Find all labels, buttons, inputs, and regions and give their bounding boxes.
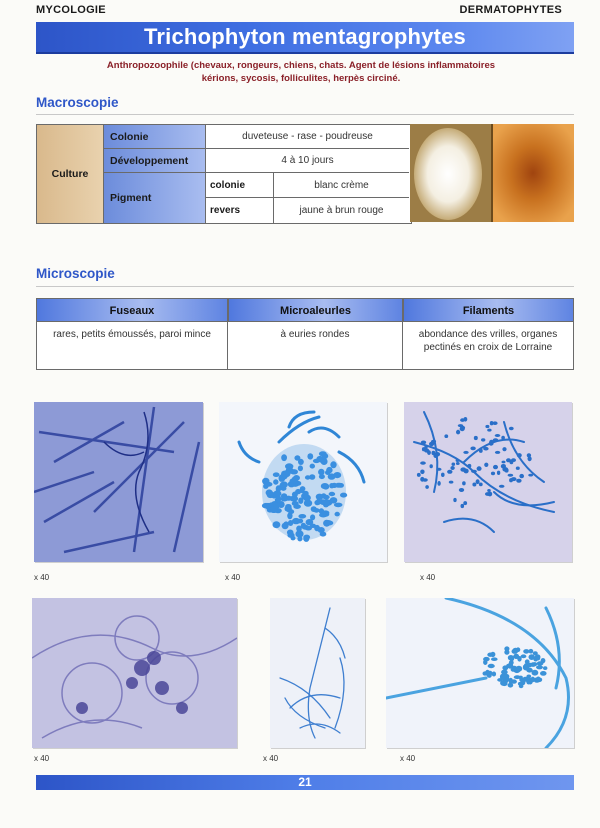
spore bbox=[505, 676, 509, 682]
spore bbox=[481, 438, 485, 441]
spore bbox=[281, 454, 287, 461]
pigment-revers-label: revers bbox=[206, 198, 274, 223]
spore bbox=[463, 501, 467, 505]
spore bbox=[330, 461, 336, 468]
micro-photo-5-graphic bbox=[270, 598, 365, 748]
spore bbox=[488, 664, 495, 668]
spore bbox=[483, 671, 488, 675]
spore bbox=[291, 536, 296, 540]
spore bbox=[460, 467, 466, 471]
spore bbox=[461, 504, 465, 508]
spore bbox=[487, 489, 491, 492]
spore bbox=[470, 447, 475, 451]
spore bbox=[303, 536, 309, 542]
spore bbox=[309, 474, 315, 480]
spore bbox=[528, 474, 533, 477]
spore bbox=[427, 450, 431, 455]
magnification-label: x 40 bbox=[400, 754, 416, 763]
spore bbox=[509, 427, 514, 430]
spore bbox=[316, 499, 321, 505]
spore bbox=[321, 493, 326, 498]
spore bbox=[543, 666, 547, 670]
spore bbox=[501, 464, 506, 469]
spore bbox=[273, 479, 278, 484]
micro-photo-6 bbox=[386, 598, 574, 748]
spore bbox=[340, 493, 347, 498]
spore bbox=[422, 447, 426, 451]
spore bbox=[460, 427, 465, 432]
subtitle bbox=[46, 59, 556, 85]
developpement-value: 4 à 10 jours bbox=[206, 149, 409, 173]
section-divider bbox=[36, 286, 574, 287]
spore bbox=[310, 514, 315, 520]
spore bbox=[474, 436, 478, 440]
micro-photo-4 bbox=[32, 598, 237, 748]
culture-label: Culture bbox=[37, 125, 104, 223]
spore bbox=[322, 453, 328, 459]
spore bbox=[430, 464, 433, 468]
spore bbox=[523, 665, 529, 669]
subtitle-line-1: Anthropozoophile (chevaux, rongeurs, chiens, chats. Agent de lésions inflammatoires bbox=[106, 60, 496, 71]
micro-photo-1-graphic bbox=[34, 402, 203, 562]
spore bbox=[536, 665, 543, 669]
spore bbox=[293, 504, 301, 509]
page-number: 21 bbox=[298, 775, 312, 789]
spore bbox=[330, 497, 338, 503]
spore bbox=[525, 659, 530, 664]
pigment-revers-value: jaune à brun rouge bbox=[299, 205, 384, 216]
spore bbox=[541, 658, 546, 663]
spore bbox=[290, 478, 298, 484]
spore bbox=[441, 473, 445, 477]
spore bbox=[518, 682, 522, 686]
micro-photo-3-graphic bbox=[404, 402, 572, 562]
spore bbox=[508, 474, 514, 477]
spore bbox=[322, 510, 330, 515]
spore bbox=[282, 523, 289, 530]
spore bbox=[536, 677, 540, 682]
magnification-label: x 40 bbox=[225, 573, 241, 582]
spore bbox=[275, 498, 281, 503]
filaments-value: abondance des vrilles, organes pectinés en croix de Lorraine bbox=[403, 322, 574, 370]
spore bbox=[335, 512, 340, 517]
spore bbox=[263, 484, 268, 489]
spore bbox=[452, 463, 456, 466]
spore bbox=[483, 447, 488, 451]
spore bbox=[523, 649, 529, 654]
micro-photo-2 bbox=[219, 402, 387, 562]
spore bbox=[297, 536, 302, 541]
spore bbox=[491, 472, 495, 476]
pigment-label: Pigment bbox=[104, 173, 206, 223]
spore bbox=[326, 467, 332, 473]
spore bbox=[318, 527, 325, 533]
spore bbox=[425, 485, 429, 489]
spore bbox=[502, 461, 506, 464]
spore bbox=[530, 662, 536, 667]
spore bbox=[420, 461, 426, 464]
spore bbox=[512, 649, 517, 654]
spore bbox=[463, 451, 468, 454]
spore bbox=[516, 467, 520, 470]
spore bbox=[422, 478, 427, 481]
title-banner bbox=[36, 22, 574, 54]
spore bbox=[459, 488, 464, 492]
fuseaux-value: rares, petits émoussés, paroi mince bbox=[36, 322, 228, 370]
spore bbox=[283, 470, 291, 475]
spore bbox=[500, 674, 505, 680]
spore bbox=[287, 530, 294, 536]
culture-photo bbox=[410, 124, 574, 222]
spore bbox=[456, 462, 460, 465]
micro-photo-3 bbox=[404, 402, 572, 562]
spore bbox=[273, 521, 281, 528]
spore bbox=[490, 421, 494, 425]
spore bbox=[431, 441, 435, 445]
spore bbox=[497, 471, 500, 475]
subtitle-line-2: kérions, sycosis, folliculites, herpès circiné. bbox=[201, 73, 401, 84]
spore bbox=[508, 655, 514, 660]
spore bbox=[328, 473, 336, 479]
spore bbox=[540, 671, 547, 676]
spore bbox=[334, 503, 343, 508]
spore bbox=[492, 672, 496, 677]
fuseaux-header: Fuseaux bbox=[36, 298, 228, 322]
spore bbox=[437, 481, 440, 486]
pigment-colonie-label: colonie bbox=[206, 173, 274, 198]
spore bbox=[303, 491, 309, 496]
spore bbox=[281, 497, 289, 502]
spore bbox=[449, 481, 454, 484]
spore bbox=[307, 453, 313, 459]
micro-photo-5 bbox=[270, 598, 365, 748]
spore bbox=[514, 675, 521, 679]
spore bbox=[476, 479, 480, 484]
spore bbox=[485, 492, 490, 496]
spore bbox=[531, 677, 535, 683]
micro-photo-2-graphic bbox=[219, 402, 387, 562]
spore bbox=[502, 447, 506, 451]
spore bbox=[522, 677, 529, 682]
spore bbox=[483, 657, 490, 661]
micro-photo-4-graphic bbox=[32, 598, 237, 748]
magnification-label: x 40 bbox=[263, 754, 279, 763]
spore bbox=[527, 453, 531, 457]
spore bbox=[273, 472, 280, 477]
spore bbox=[504, 646, 509, 651]
section-microscopie-title: Microscopie bbox=[36, 266, 115, 281]
spore bbox=[477, 466, 482, 471]
spore bbox=[516, 479, 521, 483]
spore bbox=[491, 657, 498, 661]
spore bbox=[513, 654, 519, 659]
spore bbox=[485, 425, 489, 428]
spore bbox=[506, 458, 511, 462]
section-divider bbox=[36, 114, 574, 115]
developpement-label: Développement bbox=[104, 149, 206, 173]
spore bbox=[266, 489, 273, 496]
spore bbox=[493, 465, 498, 469]
spore bbox=[495, 451, 500, 454]
spore bbox=[479, 449, 483, 453]
footer-bar bbox=[36, 775, 574, 790]
spore bbox=[484, 463, 488, 467]
spore bbox=[311, 506, 317, 512]
spore bbox=[495, 434, 501, 437]
spore bbox=[274, 503, 279, 510]
spore bbox=[270, 508, 278, 513]
macroscopie-table bbox=[36, 124, 412, 224]
spore bbox=[338, 483, 344, 488]
page-title: Trichophyton mentagrophytes bbox=[144, 24, 466, 49]
spore bbox=[472, 483, 476, 487]
colonie-value: duveteuse - rase - poudreuse bbox=[206, 125, 409, 149]
spore bbox=[511, 477, 517, 481]
header-section-right: DERMATOPHYTES bbox=[459, 4, 562, 16]
spore bbox=[462, 481, 466, 485]
spore bbox=[447, 470, 452, 474]
spore bbox=[321, 483, 329, 489]
spore bbox=[450, 466, 454, 470]
microaleuries-value: à euries rondes bbox=[228, 322, 403, 370]
microscopie-table bbox=[36, 298, 574, 370]
spore bbox=[487, 653, 493, 657]
spore bbox=[290, 469, 298, 474]
spore bbox=[456, 430, 460, 435]
spore bbox=[329, 492, 336, 496]
colonie-label: Colonie bbox=[104, 125, 206, 149]
pigment-colonie-value: blanc crème bbox=[274, 173, 409, 198]
spore bbox=[318, 469, 324, 476]
spore bbox=[301, 523, 306, 529]
spore bbox=[509, 660, 514, 665]
spore bbox=[298, 465, 303, 471]
spore bbox=[298, 514, 306, 519]
magnification-label: x 40 bbox=[34, 754, 50, 763]
spore bbox=[489, 440, 494, 445]
spore bbox=[288, 509, 294, 514]
micro-photo-1 bbox=[34, 402, 203, 562]
spore bbox=[310, 464, 315, 469]
spore bbox=[298, 459, 304, 465]
micro-photo-6-graphic bbox=[386, 598, 574, 748]
spore bbox=[433, 454, 438, 458]
spore bbox=[501, 436, 505, 440]
spore bbox=[464, 417, 468, 422]
spore bbox=[456, 459, 460, 462]
header-section-left: MYCOLOGIE bbox=[36, 4, 106, 16]
spore bbox=[453, 498, 456, 502]
spore bbox=[444, 434, 448, 438]
spore bbox=[273, 490, 281, 496]
spore bbox=[536, 656, 540, 660]
spore bbox=[458, 424, 463, 427]
spore bbox=[508, 683, 514, 688]
spore bbox=[421, 441, 426, 445]
spore bbox=[420, 470, 424, 475]
microaleuries-header: Microaleurles bbox=[228, 298, 403, 322]
culture-photo-graphic bbox=[410, 124, 574, 222]
spore bbox=[436, 468, 441, 471]
spore bbox=[487, 429, 491, 432]
spore bbox=[517, 453, 522, 457]
magnification-label: x 40 bbox=[420, 573, 436, 582]
magnification-label: x 40 bbox=[34, 573, 50, 582]
spore bbox=[505, 468, 509, 472]
spore bbox=[468, 464, 472, 468]
spore bbox=[280, 481, 288, 487]
spore bbox=[288, 520, 293, 526]
spore bbox=[499, 485, 505, 488]
filaments-header: Filaments bbox=[403, 298, 574, 322]
spore bbox=[417, 473, 421, 477]
spore bbox=[323, 520, 330, 527]
spore bbox=[519, 474, 524, 478]
spore bbox=[300, 486, 306, 491]
spore bbox=[471, 470, 477, 473]
spore bbox=[479, 483, 483, 487]
section-macroscopie-title: Macroscopie bbox=[36, 95, 119, 110]
